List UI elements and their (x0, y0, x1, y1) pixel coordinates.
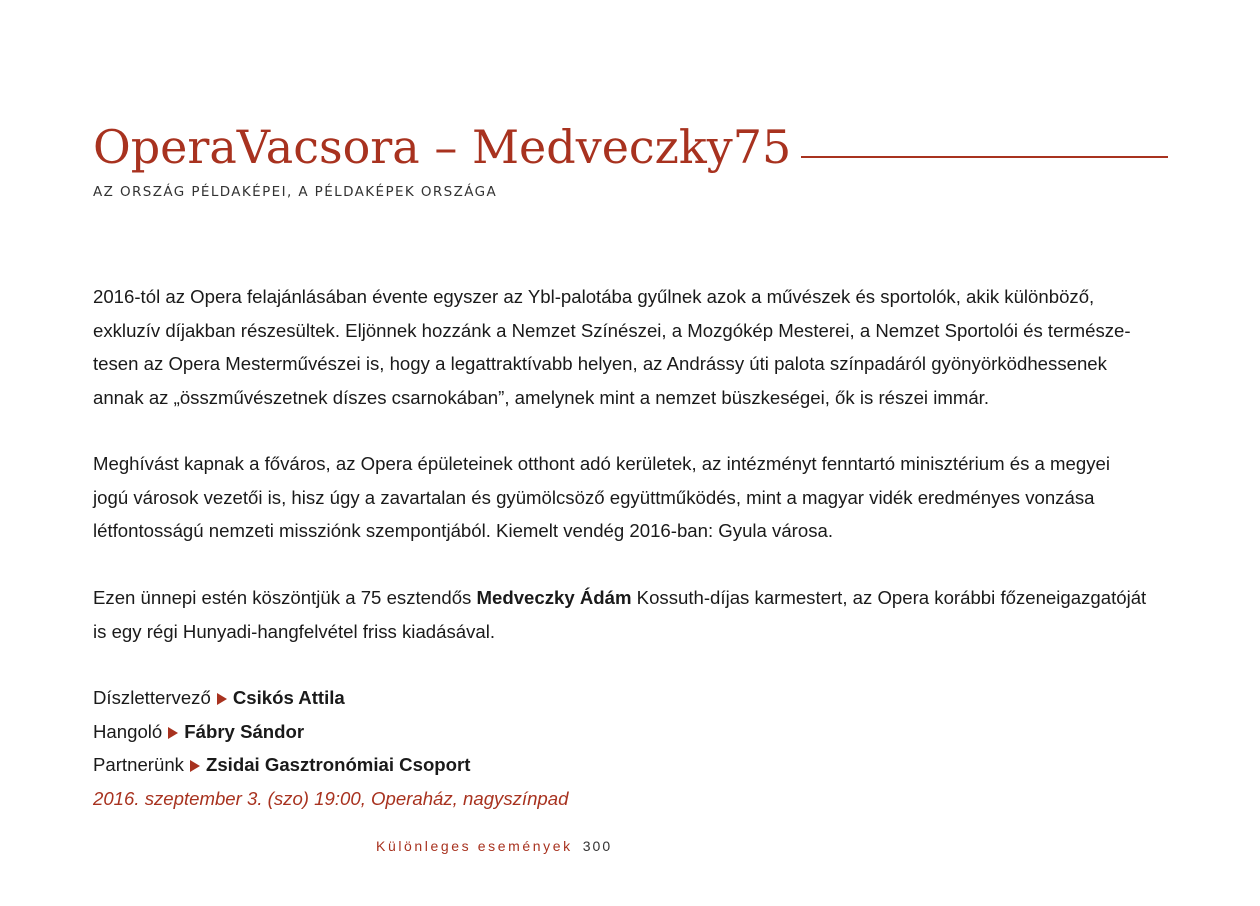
page-number: 300 (582, 838, 613, 854)
paragraph-intro (93, 280, 1168, 414)
paragraph-invitations (93, 447, 1168, 548)
credit-role: Díszlettervező (93, 687, 211, 708)
page-subtitle: AZ ORSZÁG PÉLDAKÉPEI, A PÉLDAKÉPEK ORSZÁGA (93, 184, 498, 200)
credit-name: Fábry Sándor (184, 720, 305, 742)
credit-name: Zsidai Gasztronómiai Csoport (205, 754, 471, 775)
paragraph-line: exkluzív díjakban részesültek. Eljönnek hozzánk a Nemzet Színészei, a Mozgókép Mesterei, a Nemzet Sportolói és természe- (93, 319, 1131, 341)
paragraph-line (93, 581, 1168, 615)
credit-set-designer (93, 681, 568, 715)
paragraph-line: Meghívást kapnak a főváros, az Opera épületeinek otthont adó kerületek, az intézményt fenntartó minisztérium és a megyei (93, 453, 1111, 474)
paragraph-line: létfontosságú nemzeti missziónk szempontjából. Kiemelt vendég 2016-ban: Gyula városa. (93, 520, 834, 541)
title-row (93, 120, 1168, 174)
triangle-right-icon (190, 760, 200, 772)
credit-tuner (93, 715, 568, 749)
credit-role: Partnerünk (93, 754, 184, 775)
triangle-right-icon (217, 693, 227, 705)
credit-role: Hangoló (93, 720, 163, 742)
paragraph-celebration (93, 581, 1168, 648)
paragraph-line: jogú városok vezetői is, hisz úgy a zavartalan és gyümölcsöző együttműködés, mint a magyar vidék eredményes vonzása (93, 486, 1095, 508)
paragraph-line: 2016-tól az Opera felajánlásában évente egyszer az Ybl-palotába gyűlnek azok a művészek és sportolók, akik különböző, (93, 286, 1095, 307)
credit-partner (93, 748, 568, 782)
credits-list (93, 681, 568, 815)
paragraph-text: Kossuth-díjas karmestert, az Opera korábbi főzeneigazgatóját (631, 587, 1147, 608)
honoree-name: Medveczky Ádám (476, 587, 632, 608)
title-rule (801, 156, 1168, 158)
credit-name: Csikós Attila (232, 687, 345, 708)
footer-section-title: Különleges események (376, 838, 573, 854)
event-datetime-venue: 2016. szeptember 3. (szo) 19:00, Operaház, nagyszínpad (93, 787, 569, 809)
page-footer (376, 838, 612, 854)
paragraph-line: annak az „összművészetnek díszes csarnokában”, amelynek mint a nemzet büszkeségei, ők is részei immár. (93, 386, 989, 408)
paragraph-line: is egy régi Hunyadi-hangfelvétel friss kiadásával. (93, 620, 496, 642)
page-title: OperaVacsora – Medveczky75 (93, 120, 792, 174)
paragraph-line: tesen az Opera Mesterművészei is, hogy a legattraktívabb helyen, az Andrássy úti palota színpadáról gyönyörködhessenek (93, 353, 1107, 374)
triangle-right-icon (168, 727, 178, 739)
paragraph-text: Ezen ünnepi estén köszöntjük a 75 esztendős (93, 587, 477, 608)
